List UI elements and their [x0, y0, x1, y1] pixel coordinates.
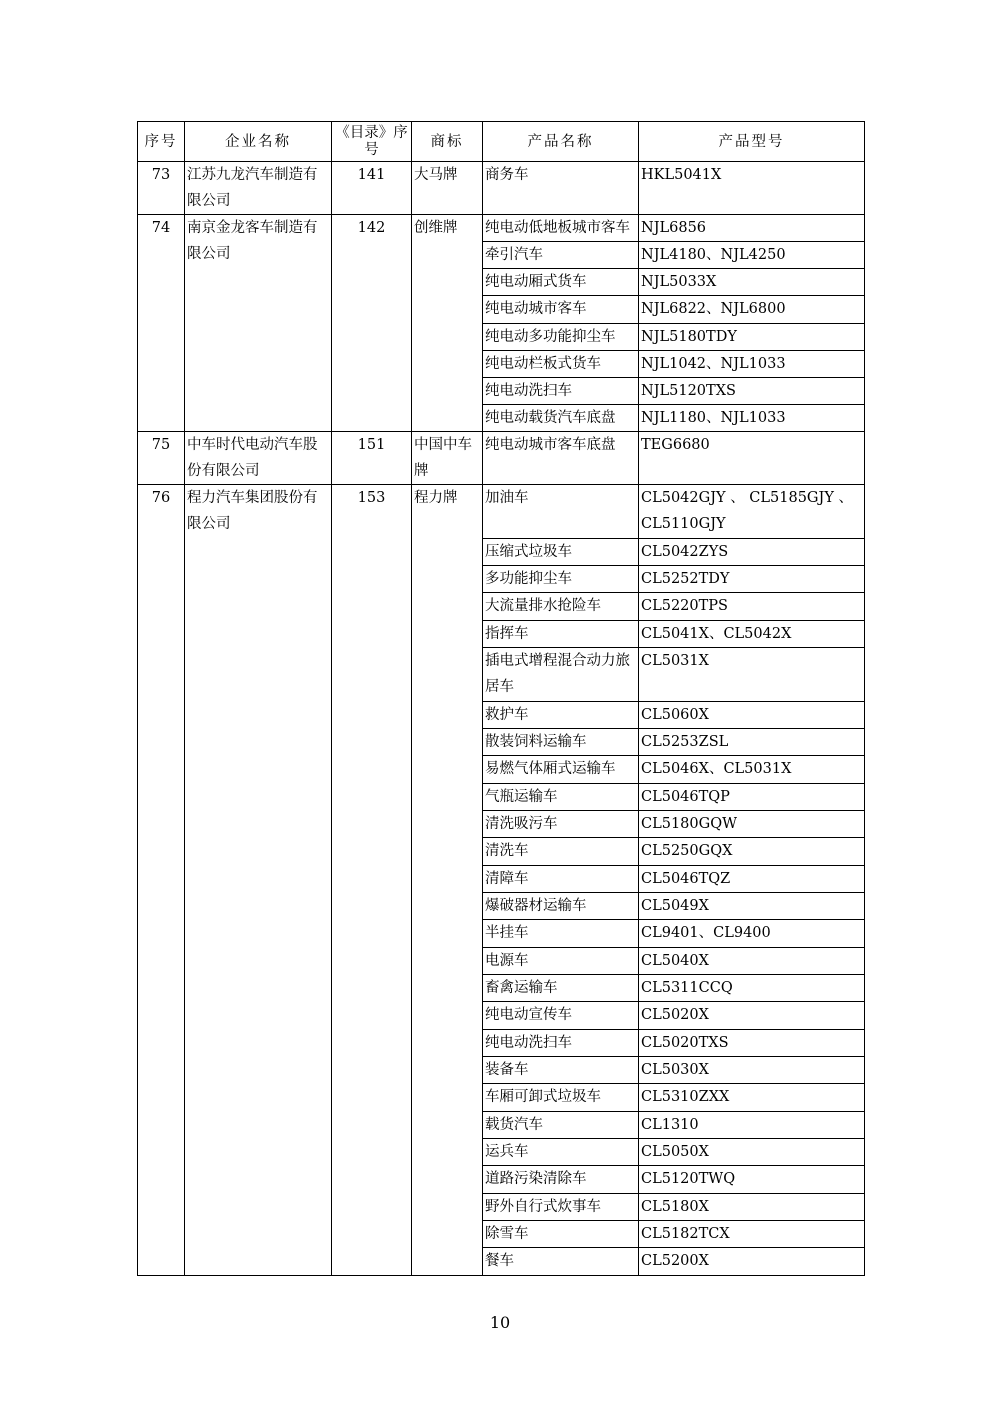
table-row: [138, 432, 865, 485]
cell-product-name: 清洗吸污车: [483, 811, 639, 838]
cell-product-model: CL5200X: [639, 1248, 865, 1276]
cell-product-model: CL5050X: [639, 1139, 865, 1166]
cell-product-model: CL5020X: [639, 1002, 865, 1030]
cell-company: 南京金龙客车制造有限公司: [185, 215, 332, 432]
cell-company: 中车时代电动汽车股份有限公司: [185, 432, 332, 485]
cell-product-name: 纯电动厢式货车: [483, 269, 639, 296]
table-body: [138, 162, 865, 1276]
cell-product-name: 压缩式垃圾车: [483, 539, 639, 566]
header-seq: 序号: [138, 122, 185, 162]
cell-product-name: 纯电动载货汽车底盘: [483, 405, 639, 432]
cell-product-name: 散装饲料运输车: [483, 729, 639, 756]
cell-product-model: CL5060X: [639, 702, 865, 729]
cell-product-name: 大流量排水抢险车: [483, 593, 639, 621]
cell-product-model: CL9401、CL9400: [639, 920, 865, 948]
cell-product-name: 道路污染清除车: [483, 1166, 639, 1194]
cell-product-model: CL5250GQX: [639, 838, 865, 866]
cell-product-model: CL5311CCQ: [639, 975, 865, 1002]
cell-product-model: CL5046TQZ: [639, 866, 865, 893]
cell-product-name: 清障车: [483, 866, 639, 893]
cell-product-model: NJL5033X: [639, 269, 865, 296]
cell-product-name: 纯电动宣传车: [483, 1002, 639, 1030]
cell-product-model: HKL5041X: [639, 162, 865, 215]
cell-product-model: CL5040X: [639, 948, 865, 975]
cell-seq: 75: [138, 432, 185, 485]
cell-brand: 大马牌: [412, 162, 483, 215]
cell-product-name: 爆破器材运输车: [483, 893, 639, 920]
cell-product-name: 电源车: [483, 948, 639, 975]
cell-catalog: 153: [332, 485, 412, 1276]
cell-product-model: NJL4180、NJL4250: [639, 242, 865, 269]
cell-product-model: NJL1180、NJL1033: [639, 405, 865, 432]
cell-seq: 76: [138, 485, 185, 1276]
cell-product-model: CL5049X: [639, 893, 865, 920]
cell-product-model: CL5042ZYS: [639, 539, 865, 566]
cell-product-model: CL5120TWQ: [639, 1166, 865, 1194]
cell-product-name: 半挂车: [483, 920, 639, 948]
cell-catalog: 142: [332, 215, 412, 432]
cell-product-model: CL5182TCX: [639, 1221, 865, 1248]
cell-product-model: CL5031X: [639, 648, 865, 702]
table-row: [138, 485, 865, 539]
cell-product-name: 商务车: [483, 162, 639, 215]
cell-company: 程力汽车集团股份有限公司: [185, 485, 332, 1276]
cell-product-name: 插电式增程混合动力旅居车: [483, 648, 639, 702]
cell-product-model: CL5180X: [639, 1194, 865, 1221]
cell-catalog: 141: [332, 162, 412, 215]
cell-product-model: NJL6822、NJL6800: [639, 296, 865, 324]
cell-product-model: CL5253ZSL: [639, 729, 865, 756]
cell-product-name: 装备车: [483, 1057, 639, 1084]
cell-product-name: 餐车: [483, 1248, 639, 1276]
cell-product-model: CL5180GQW: [639, 811, 865, 838]
cell-product-name: 运兵车: [483, 1139, 639, 1166]
cell-product-model: CL5220TPS: [639, 593, 865, 621]
cell-product-name: 除雪车: [483, 1221, 639, 1248]
cell-product-name: 野外自行式炊事车: [483, 1194, 639, 1221]
cell-product-model: CL5020TXS: [639, 1030, 865, 1057]
cell-seq: 73: [138, 162, 185, 215]
page-number: 10: [489, 1313, 511, 1332]
header-model: 产品型号: [639, 122, 865, 162]
table-row: [138, 162, 865, 215]
cell-product-model: TEG6680: [639, 432, 865, 485]
cell-product-name: 加油车: [483, 485, 639, 539]
table-row: [138, 215, 865, 242]
vehicle-catalog-table: [137, 121, 865, 1276]
cell-product-name: 纯电动栏板式货车: [483, 351, 639, 378]
cell-brand: 中国中车牌: [412, 432, 483, 485]
cell-product-model: CL5046X、CL5031X: [639, 756, 865, 784]
cell-company: 江苏九龙汽车制造有限公司: [185, 162, 332, 215]
cell-product-name: 纯电动多功能抑尘车: [483, 324, 639, 351]
cell-product-model: CL5252TDY: [639, 566, 865, 593]
cell-product-name: 纯电动洗扫车: [483, 1030, 639, 1057]
header-catalog: 《目录》序号: [332, 122, 412, 162]
cell-product-name: 纯电动城市客车底盘: [483, 432, 639, 485]
cell-brand: 程力牌: [412, 485, 483, 1276]
cell-product-model: NJL5120TXS: [639, 378, 865, 405]
cell-product-name: 车厢可卸式垃圾车: [483, 1084, 639, 1112]
cell-product-model: CL5030X: [639, 1057, 865, 1084]
cell-product-name: 牵引汽车: [483, 242, 639, 269]
cell-product-model: CL5046TQP: [639, 784, 865, 811]
cell-product-name: 清洗车: [483, 838, 639, 866]
header-brand: 商标: [412, 122, 483, 162]
cell-product-model: CL5041X、CL5042X: [639, 621, 865, 648]
cell-catalog: 151: [332, 432, 412, 485]
cell-product-model: CL1310: [639, 1112, 865, 1139]
cell-product-name: 指挥车: [483, 621, 639, 648]
cell-seq: 74: [138, 215, 185, 432]
cell-product-model: CL5042GJY 、 CL5185GJY 、 CL5110GJY: [639, 485, 865, 539]
cell-product-name: 纯电动洗扫车: [483, 378, 639, 405]
cell-product-model: CL5310ZXX: [639, 1084, 865, 1112]
header-product: 产品名称: [483, 122, 639, 162]
cell-product-name: 畜禽运输车: [483, 975, 639, 1002]
cell-brand: 创维牌: [412, 215, 483, 432]
cell-product-name: 救护车: [483, 702, 639, 729]
cell-product-name: 气瓶运输车: [483, 784, 639, 811]
cell-product-name: 纯电动城市客车: [483, 296, 639, 324]
cell-product-name: 易燃气体厢式运输车: [483, 756, 639, 784]
cell-product-name: 多功能抑尘车: [483, 566, 639, 593]
cell-product-model: NJL1042、NJL1033: [639, 351, 865, 378]
cell-product-name: 载货汽车: [483, 1112, 639, 1139]
cell-product-model: NJL6856: [639, 215, 865, 242]
table-header-row: [138, 122, 865, 162]
header-company: 企业名称: [185, 122, 332, 162]
cell-product-model: NJL5180TDY: [639, 324, 865, 351]
cell-product-name: 纯电动低地板城市客车: [483, 215, 639, 242]
